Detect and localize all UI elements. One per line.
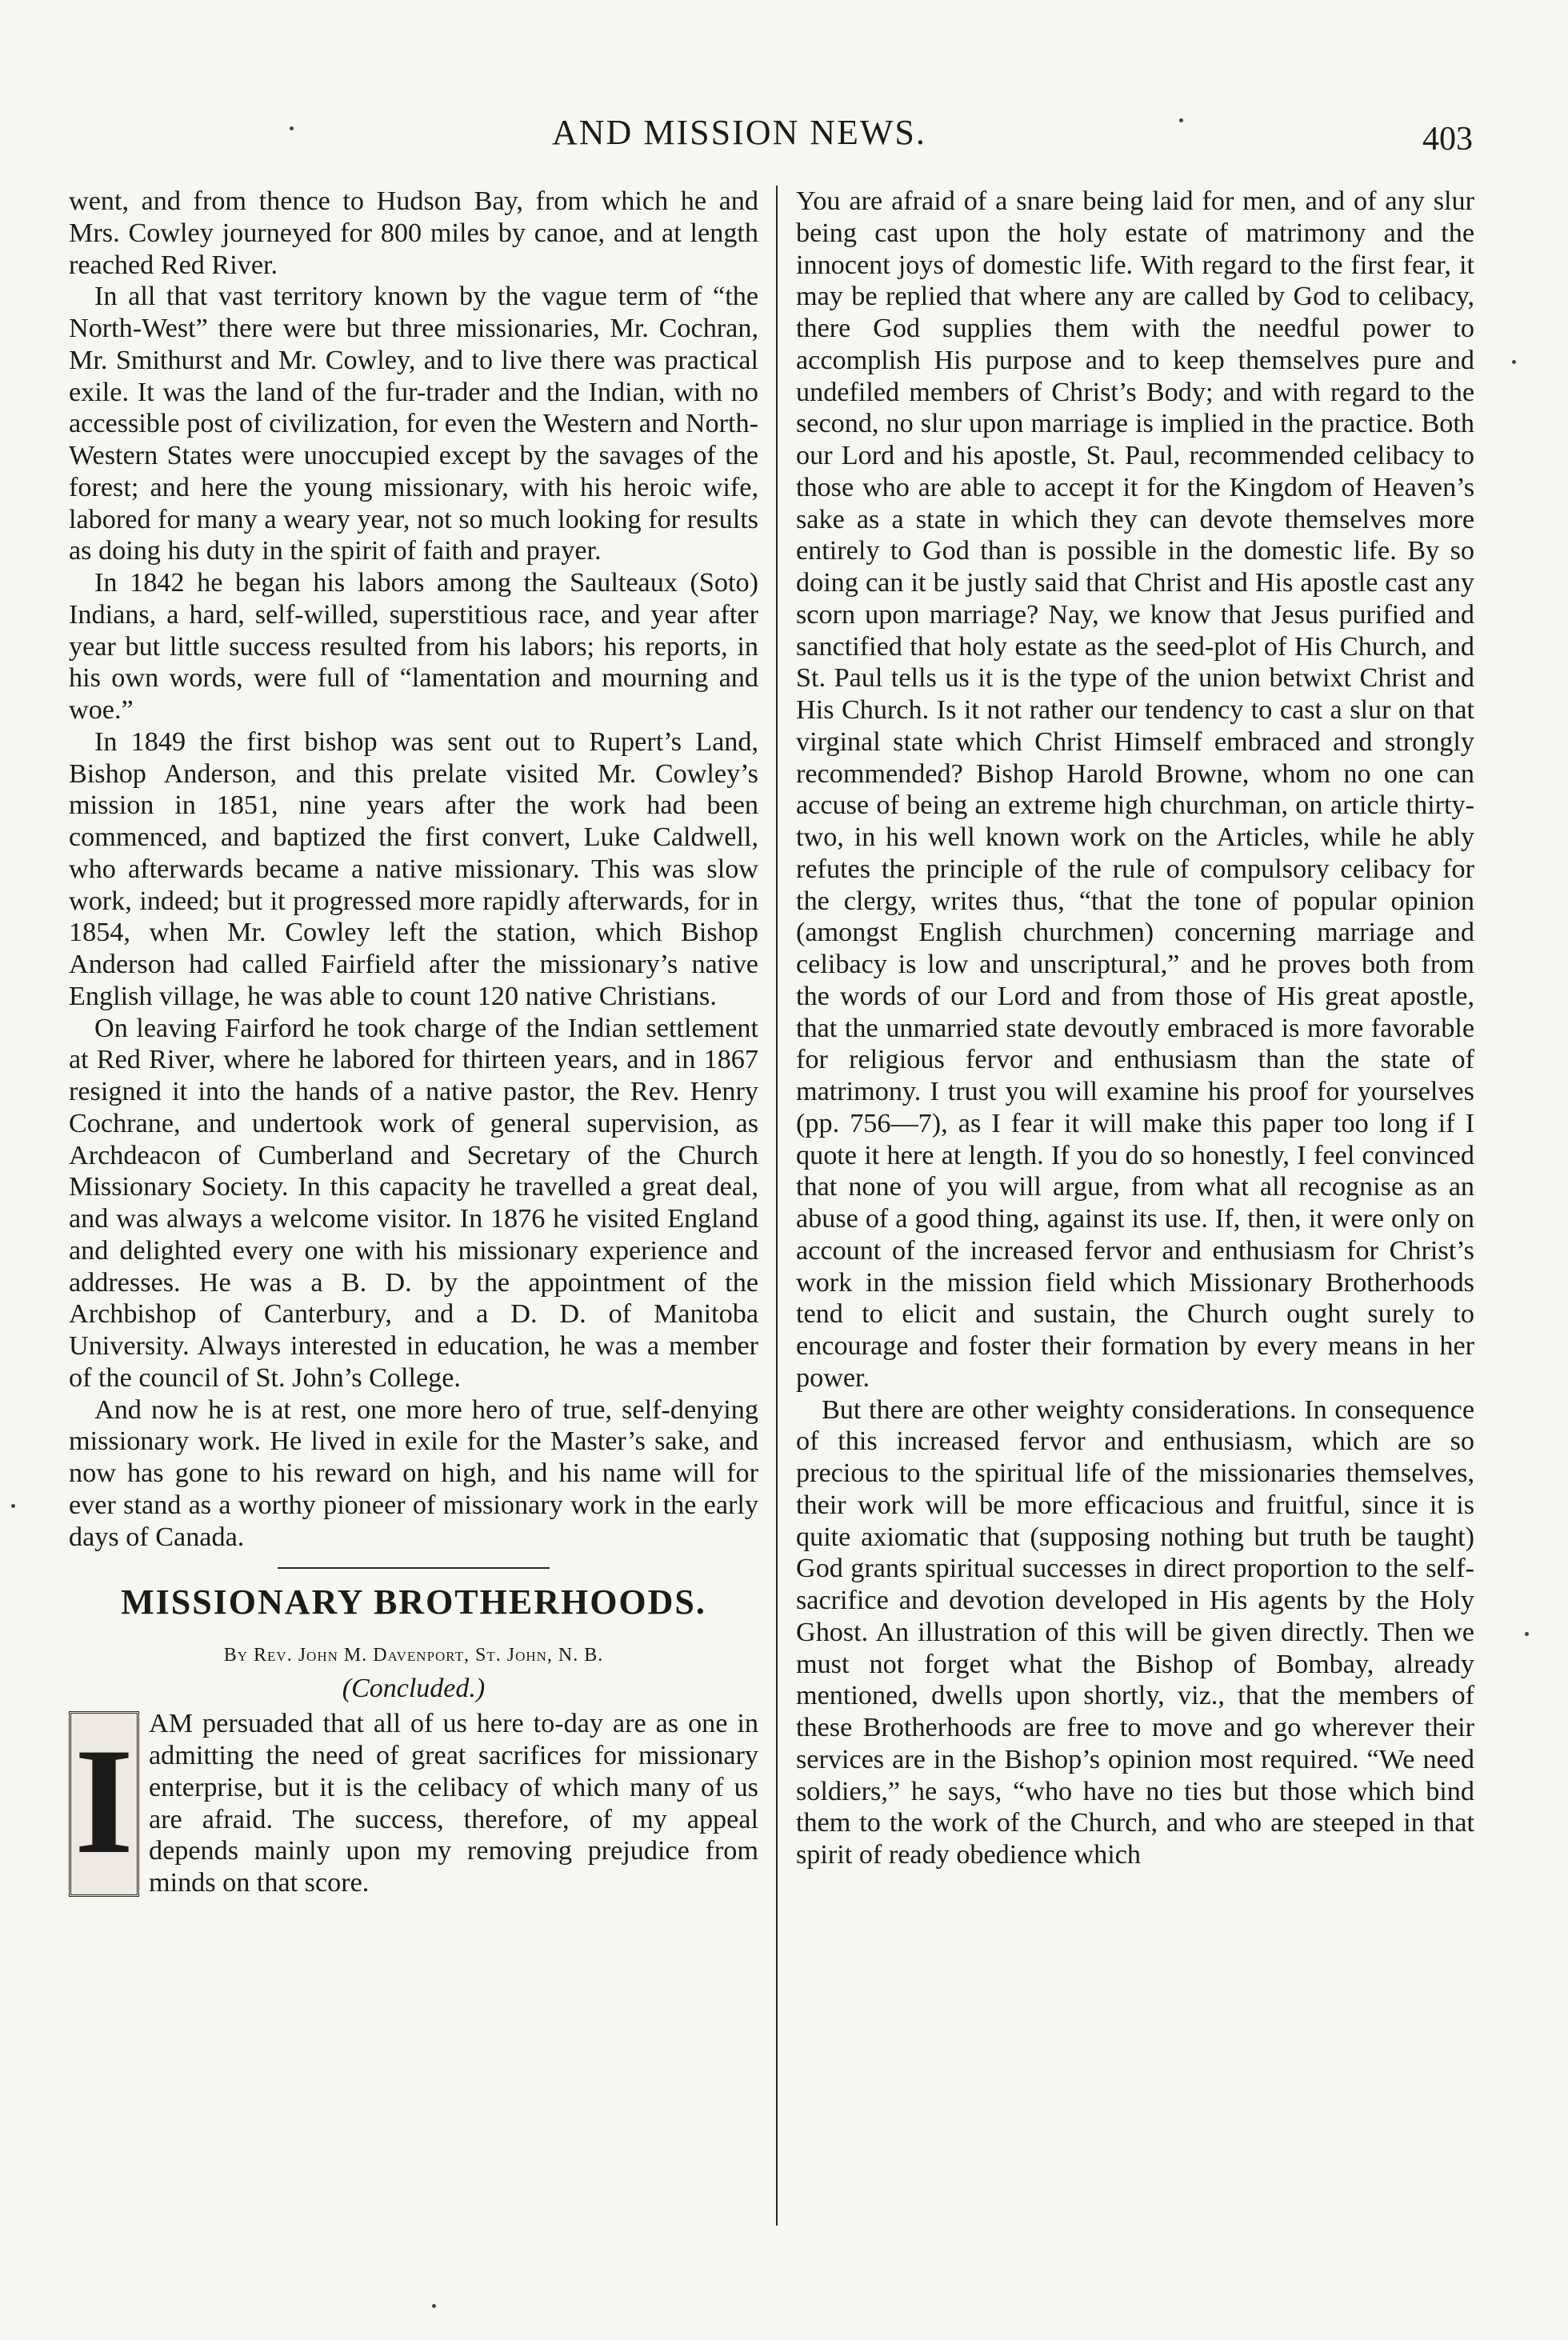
paragraph: In all that vast territory known by the vague term of “the North-West” there were but three missionaries, Mr. Cochran, Mr. Smithurst and Mr. Cowley, and to live there was practical exile. It was the land of the fur-trader and the Indian, with no accessible post of civilization, for even the Western and North-Western States were unoccupied except by the savages of the forest; and here the young missionary, with his heroic wife, labored for many a weary year, not so much looking for results as doing his duty in the spirit of faith and prayer. (69, 282, 758, 566)
paragraph: AM persuaded that all of us here to-day are as one in admitting the need of great sacrifices for missionary enterprise, but it is the celibacy of which many of us are afraid. The success, therefore, of my appeal depends mainly upon my removing prejudice from minds on that score. (149, 1709, 758, 1898)
section-divider (278, 1567, 550, 1569)
paragraph: went, and from thence to Hudson Bay, from which he and Mrs. Cowley journeyed for 800 miles by canoe, and at length reached Red River. (69, 186, 758, 280)
print-speck (432, 2304, 436, 2308)
page-number: 403 (1422, 121, 1473, 158)
paragraph: On leaving Fairford he took charge of the Indian settlement at Red River, where he labored for thirteen years, and in 1867 resigned it into the hands of a native pastor, the Rev. Henry Cochrane, and undertook work of general supervision, as Archdeacon of Cumberland and Secretary of the Church Missionary Society. In this capacity he travelled a great deal, and was always a welcome visitor. In 1876 he visited England and delighted every one with his missionary experience and addresses. He was a B. D. by the appointment of the Archbishop of Canterbury, and a D. D. of Manitoba University. Always interested in education, he was a member of the council of St. John’s College. (69, 1013, 758, 1393)
right-column (796, 186, 1474, 2234)
byline: By Rev. John M. Davenport, St. John, N. B. (223, 1645, 604, 1666)
running-title: AND MISSION NEWS. (552, 113, 926, 152)
print-speck (1512, 360, 1516, 364)
paragraph: You are afraid of a snare being laid for men, and of any slur being cast upon the holy estate of matrimony and the innocent joys of domestic life. With regard to the first fear, it may be replied that where any are called by God to celibacy, there God supplies them with the needful power to accomplish His purpose and to keep themselves pure and undefiled members of Christ’s Body; and with regard to the second, no slur upon marriage is implied in the practice. Both our Lord and his apostle, St. Paul, recommended celibacy to those who are able to accept it for the Kingdom of Heaven’s sake as a state in which they can devote themselves more entirely to God than is possible in the domestic life. By so doing can it be justly said that Christ and His apostle cast any scorn upon marriage? Nay, we know that Jesus purified and sanctified that holy estate as the seed-plot of His Church, and St. Paul tells us it is the type of the union betwixt Christ and His Church. Is it not rather our tendency to cast a slur on that virginal state which Christ Himself embraced and strongly recommended? Bishop Harold Browne, whom no one can accuse of being an extreme high churchman, on article thirty-two, in his well known work on the Articles, while he ably refutes the principle of the rule of compulsory celibacy for the clergy, writes thus, “that the tone of popular opinion (amongst English churchmen) concerning marriage and celibacy is low and unscriptural,” and he proves both from the words of our Lord and from those of His great apostle, that the unmarried state devoutly embraced is more favorable for religious fervor and enthusiasm than the state of matrimony. I trust you will examine his proof for yourselves (pp. 756—7), as I fear it will make this paper too long if I quote it here at length. If you do so honestly, I feel convinced that none of you will argue, from what all recognise as an abuse of a good thing, against its use. If, then, it were only on account of the increased fervor and enthusiasm for Christ’s work in the mission field which Missionary Brotherhoods tend to elicit and sustain, the Church ought surely to encourage and foster their formation by every means in her power. (796, 186, 1474, 1393)
left-column (69, 186, 758, 2234)
paragraph: And now he is at rest, one more hero of true, self-denying missionary work. He lived in exile for the Master’s sake, and now has gone to his reward on high, and his name will for ever stand as a worthy pioneer of missionary work in the early days of Canada. (69, 1394, 758, 1552)
paragraph: But there are other weighty considerations. In consequence of this increased fervor and enthusiasm, which are so precious to the spiritual life of the missionaries themselves, their work will be more efficacious and fruitful, since it is quite axiomatic that (supposing nothing but truth be taught) God grants spiritual successes in direct proportion to the self-sacrifice and devotion developed in His agents by the Holy Ghost. An illustration of this will be given directly. Then we must not forget what the Bishop of Bombay, already mentioned, dwells upon shortly, viz., that the members of these Brotherhoods are free to move and go wherever their services are in the Bishop’s opinion most required. “We need soldiers,” he says, “who have no ties but those which bind them to the work of the Church, and who are steeped in that spirit of ready obedience which (796, 1394, 1474, 1870)
dropcap-ornament (69, 1711, 139, 1897)
opening-paragraph (69, 1708, 758, 1899)
section-title: MISSIONARY BROTHERHOODS. (121, 1582, 706, 1622)
concluded-note: (Concluded.) (342, 1674, 486, 1704)
running-head (0, 112, 1568, 160)
print-speck (290, 126, 294, 130)
paragraph: In 1842 he began his labors among the Saulteaux (Soto) Indians, a hard, self-willed, superstitious race, and year after year but little success resulted from his labors; his reports, in his own words, were full of “lamentation and mourning and woe.” (69, 568, 758, 725)
column-rule (776, 186, 778, 2226)
print-speck (1525, 1632, 1529, 1636)
dropcap-letter: I (74, 1718, 134, 1886)
paragraph: In 1849 the first bishop was sent out to Rupert’s Land, Bishop Anderson, and this prelate visited Mr. Cowley’s mission in 1851, nine years after the work had been commenced, and baptized the first convert, Luke Caldwell, who afterwards became a native missionary. This was slow work, indeed; but it progressed more rapidly afterwards, for in 1854, when Mr. Cowley left the station, which Bishop Anderson had called Fairfield after the missionary’s native English village, he was able to count 120 native Christians. (69, 726, 758, 1011)
print-speck (1179, 118, 1183, 122)
print-speck (11, 1504, 15, 1508)
